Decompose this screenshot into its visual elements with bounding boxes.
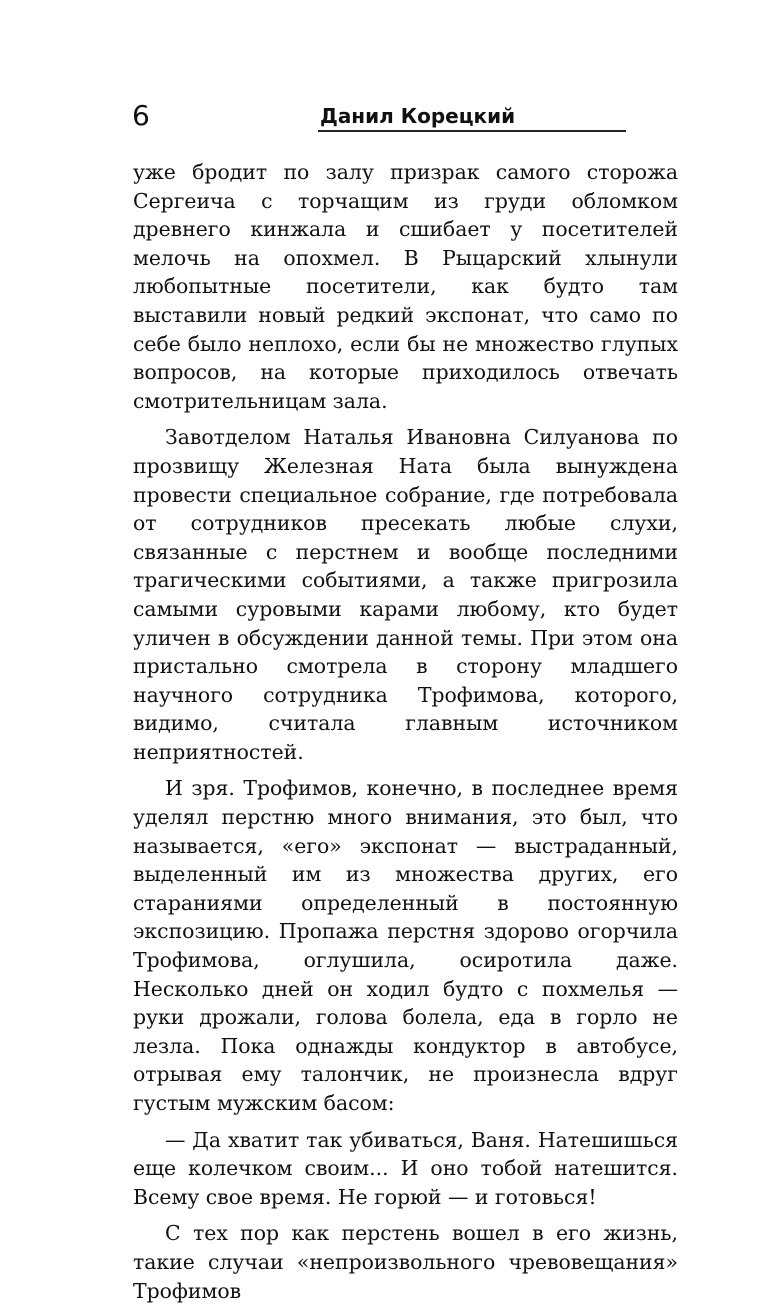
header-underline xyxy=(318,130,626,132)
paragraph-continued: уже бродит по залу призрак самого сторожа Сергеича с торчащим из груди обломком древнего кинжала и сшибает у посетителей мелочь на опохмел. В Рыцарский хлынули любопытные посетители, как будто там выставили новый редкий экспонат, что само по себе было неплохо, если бы не множество глупых вопросов, на которые приходилось отвечать смотрительницам зала. xyxy=(133,160,678,413)
dialogue-paragraph: — Да хватит так убиваться, Ваня. Натешишься еще колечком своим... И оно тобой натешится. Всему свое время. Не горюй — и готовься! xyxy=(133,1127,678,1209)
page-header xyxy=(130,96,678,136)
paragraph: И зря. Трофимов, конечно, в последнее время уделял перстню много внимания, это был, что называется, «его» экспонат — выстраданный, выделенный им из множества других, его стараниями определенный в постоянную экспозицию. Пропажа перстня здорово огорчила Трофимова, оглушила, осиротила даже. Несколько дней он ходил будто с похмелья — руки дрожали, голова болела, еда в горло не лезла. Пока однажды кондуктор в автобусе, отрывая ему талончик, не произнесла вдруг густым мужским басом: xyxy=(133,776,678,1115)
paragraph: С тех пор как перстень вошел в его жизнь, такие случаи «непроизвольного чревовещания» Трофимов xyxy=(133,1221,678,1303)
body-text xyxy=(133,158,678,1305)
paragraph: Завотделом Наталья Ивановна Силуанова по прозвищу Железная Ната была вынуждена провести специальное собрание, где потребовала от сотрудников пресекать любые слухи, связанные с перстнем и вообще последними трагическими событиями, а также пригрозила самыми суровыми карами любому, кто будет уличен в обсуждении данной темы. При этом она пристально смотрела в сторону младшего научного сотрудника Трофимова, которого, видимо, считала главным источником неприятностей. xyxy=(133,425,678,764)
running-head-author: Данил Корецкий xyxy=(320,104,516,128)
page-number: 6 xyxy=(132,99,150,132)
